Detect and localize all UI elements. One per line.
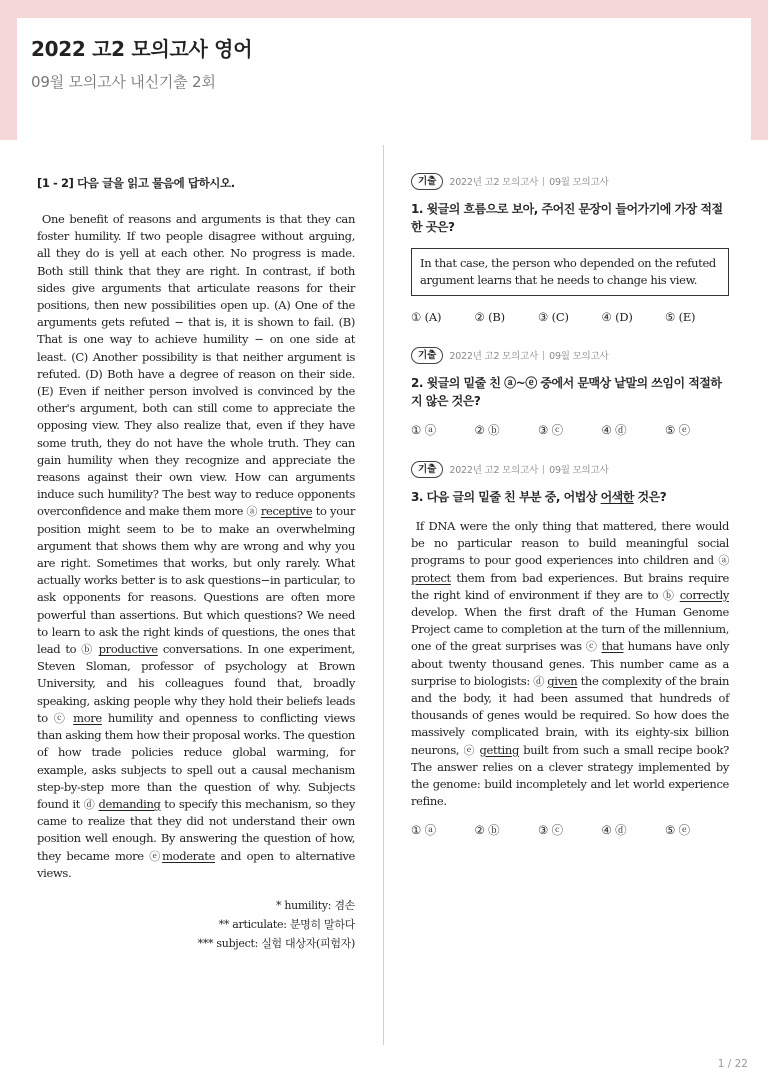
- choice-1[interactable]: ① ⓐ: [411, 823, 436, 838]
- given-sentence-box: In that case, the person who depended on the refuted argument learns that he needs to change his view.: [411, 248, 729, 296]
- question-title-text: 것은?: [633, 490, 667, 504]
- answer-choices: [411, 422, 729, 438]
- exam-year: 2022년 고2 모의고사: [449, 177, 539, 188]
- footnote: ** articulate: 분명히 말하다: [218, 917, 355, 931]
- choice-2[interactable]: ② ⓑ: [474, 423, 500, 437]
- exam-year: 2022년 고2 모의고사: [449, 465, 539, 476]
- exam-year: 2022년 고2 모의고사: [449, 351, 539, 362]
- underlined-word-c: that: [601, 639, 624, 654]
- column-divider: [383, 145, 384, 1045]
- passage-text: to your position might seem to be to make an overwhelming argument that shows them why are wrong and why you are right. Sometimes that works, but only rarely. What actually works better is to ask questions−in particular, to ask opponents for reasons. Questions are often more powerful than assertions. But which questions? We need to learn to ask the right kinds of questions, the ones that lead to: [37, 504, 355, 657]
- footnote: * humility: 겸손: [275, 898, 355, 912]
- marker-e: ⓔ: [463, 743, 476, 757]
- passage-text: develop. When the first draft of the Human Genome Project came to completion at the turn of the millennium, one of the great surprises was: [411, 605, 729, 654]
- question-2: [411, 346, 729, 438]
- question-title: 2. 윗글의 밑줄 친 ⓐ~ⓔ 중에서 문맥상 낱말의 쓰임이 적절하지 않은 것은?: [411, 376, 722, 408]
- choice-4[interactable]: ④ ⓓ: [601, 423, 627, 437]
- reading-passage: [37, 211, 355, 882]
- underlined-word-d: demanding: [98, 796, 161, 811]
- passage-text: the complexity of the brain and the body, it had been assumed that hundreds of thousands of genes would be required. So how does the massively complicated brain, with its eighty-six billion neurons,: [411, 673, 730, 757]
- meta-separator: [543, 465, 544, 474]
- question-title: 1. 윗글의 흐름으로 보아, 주어진 문장이 들어가기에 가장 적절한 곳은?: [411, 202, 723, 234]
- passage-text: humans have only about twenty thousand genes. This number came as a surprise to biologists:: [411, 639, 729, 688]
- passage-text: them from bad experiences. But brains require the right kind of environment if they are to: [411, 570, 729, 602]
- meta-separator: [543, 351, 544, 360]
- source-tag: 기출: [411, 461, 443, 478]
- question-1: [411, 172, 729, 324]
- marker-b: ⓑ: [662, 588, 675, 602]
- marker-e: ⓔ: [149, 849, 163, 863]
- underlined-word-d: given: [547, 673, 578, 688]
- marker-d: ⓓ: [533, 674, 544, 688]
- marker-c: ⓒ: [53, 711, 68, 725]
- right-column: [411, 172, 729, 860]
- question-title-emphasis: 어색한: [600, 490, 634, 504]
- choice-3[interactable]: ③ ⓒ: [538, 823, 563, 838]
- answer-choices: [411, 310, 729, 324]
- passage-text: humility and openness to conflicting views than asking them how their proposal works. The question of how trade policies reduce global warming, for example, asks subjects to spell out a causal mechanism step-by-step more than the question of why. Subjects found it: [37, 710, 355, 811]
- choice-3[interactable]: ③ ⓒ: [538, 423, 563, 437]
- underlined-word-e: moderate: [162, 848, 216, 863]
- marker-a: ⓐ: [246, 505, 258, 519]
- exam-month: 09월 모의고사: [549, 465, 609, 476]
- underlined-word-a: protect: [411, 570, 451, 585]
- marker-d: ⓓ: [83, 797, 95, 811]
- page-number: 1 / 22: [717, 1058, 748, 1070]
- underlined-word-b: productive: [98, 642, 158, 657]
- underlined-word-c: more: [73, 710, 102, 725]
- question-meta: [411, 172, 729, 190]
- choice-4[interactable]: ④ ⓓ: [601, 823, 627, 838]
- page-subtitle: 09월 모의고사 내신기출 2회: [31, 73, 216, 91]
- marker-b: ⓑ: [81, 643, 94, 657]
- passage-text: built from such a small recipe book? The answer relies on a clever strategy implemented by the genome: build incompletely and let world experience refine.: [411, 742, 729, 809]
- source-tag: 기출: [411, 347, 443, 364]
- question-title: [411, 488, 729, 506]
- footnotes: [37, 896, 355, 953]
- choice-5[interactable]: ⑤ ⓔ: [665, 823, 690, 838]
- passage-text: One benefit of reasons and arguments is that they can foster humility. If two people disagree without arguing, all they do is yell at each other. No progress is made. Both still think that they are right. In contrast, if both sides give arguments that articulate reasons for their positions, then new possibilities open up. (A) One of the arguments gets refuted − that is, it is shown to fail. (B) That is one way to achieve humility − on one side at least. (C) Another possibility is that neither argument is refuted. (D) Both have a degree of reason on their side. (E) Even if neither person involved is convinced by the other's argument, both can still come to appreciate the opposing view. They also realize that, even if they have some truth, they do not have the whole truth. They can gain humility when they recognize and appreciate the reasons against their own view. How can arguments induce such humility? The best way to reduce opponents overconfidence and make them more: [37, 212, 355, 519]
- marker-a: ⓐ: [718, 554, 729, 568]
- left-column: [37, 172, 355, 953]
- exam-month: 09월 모의고사: [549, 351, 609, 362]
- choice-1[interactable]: ① (A): [411, 310, 442, 324]
- underlined-word-e: getting: [479, 742, 519, 757]
- underlined-word-a: receptive: [260, 504, 313, 519]
- underlined-word-b: correctly: [679, 587, 729, 602]
- footnote: *** subject: 실험 대상자(피험자): [197, 936, 355, 950]
- question-meta: [411, 460, 729, 478]
- question-meta: [411, 346, 729, 364]
- question-3: [411, 460, 729, 838]
- passage-text: If DNA were the only thing that mattered, there would be no particular reason to build meaningful social programs to pour good experiences into children and: [411, 519, 729, 568]
- passage-text: and open to alternative views.: [37, 848, 355, 880]
- answer-choices: [411, 822, 729, 838]
- choice-5[interactable]: ⑤ (E): [665, 310, 696, 324]
- choice-3[interactable]: ③ (C): [538, 310, 569, 324]
- choice-2[interactable]: ② ⓑ: [474, 823, 500, 838]
- meta-separator: [543, 177, 544, 186]
- passage-text: conversations. In one experiment, Steven Sloman, professor of psychology at Brown University, and his colleagues found that, broadly speaking, asking people why they hold their beliefs leads to: [37, 642, 356, 725]
- instruction: [1 - 2] 다음 글을 읽고 물음에 답하시오.: [37, 176, 235, 190]
- question-title-text: 3. 다음 글의 밑줄 친 부분 중, 어법상: [411, 490, 601, 504]
- grammar-passage: [411, 518, 729, 810]
- marker-c: ⓒ: [585, 640, 598, 654]
- choice-4[interactable]: ④ (D): [601, 310, 633, 324]
- choice-1[interactable]: ① ⓐ: [411, 423, 436, 437]
- page-title: 2022 고2 모의고사 영어: [31, 37, 253, 61]
- choice-5[interactable]: ⑤ ⓔ: [665, 423, 690, 437]
- exam-month: 09월 모의고사: [549, 177, 609, 188]
- choice-2[interactable]: ② (B): [474, 310, 505, 324]
- passage-text: to specify this mechanism, so they came to realize that they did not understand their own position well enough. By answering the question of how, they became more: [37, 796, 356, 863]
- source-tag: 기출: [411, 173, 443, 190]
